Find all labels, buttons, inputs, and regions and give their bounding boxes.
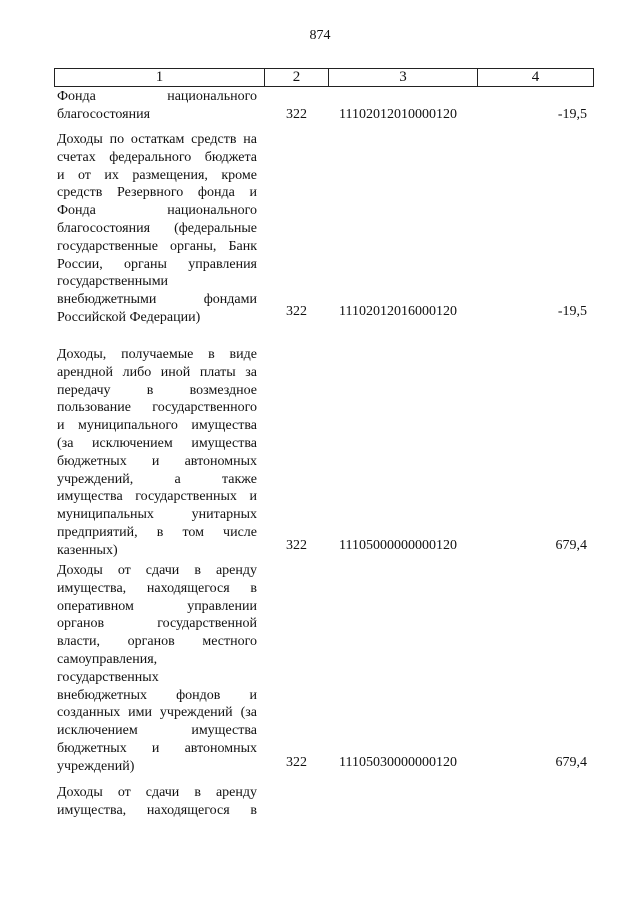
description-line: муниципальных унитарных <box>57 507 257 523</box>
budget-code: 11102012010000120 <box>339 107 457 122</box>
description-line: самоуправления, <box>57 651 158 667</box>
description-line: имущества государственных и <box>57 489 257 505</box>
admin-code: 322 <box>286 538 307 553</box>
description-line: (за исключением имущества <box>57 435 257 451</box>
budget-code: 11105030000000120 <box>339 755 457 770</box>
description-line: созданных ими учреждений (за <box>57 705 257 721</box>
description-line: Доходы от сдачи в аренду <box>57 563 257 578</box>
description-line: имущества, находящегося в <box>57 580 257 596</box>
table-header-row <box>54 68 594 87</box>
admin-code: 322 <box>286 755 307 770</box>
description-line: Доходы от сдачи в аренду <box>57 785 257 800</box>
description-line: казенных) <box>57 542 118 558</box>
description-line: государственными <box>57 274 169 290</box>
amount: 679,4 <box>555 538 587 553</box>
admin-code: 322 <box>286 107 307 122</box>
description-line: пользование государственного <box>57 400 257 416</box>
description-line: внебюджетными фондами <box>57 292 257 308</box>
description-line: передачу в возмездное <box>57 382 257 398</box>
description-line: счетах федерального бюджета <box>57 149 257 165</box>
budget-code: 11102012016000120 <box>339 304 457 319</box>
row-description <box>57 784 257 820</box>
description-line: учреждений, а также <box>57 471 257 487</box>
description-line: средств Резервного фонда и <box>57 185 257 201</box>
description-line: внебюджетных фондов и <box>57 687 257 703</box>
amount: -19,5 <box>557 107 587 122</box>
description-line: имущества, находящегося в <box>57 802 257 818</box>
column-header-2: 2 <box>265 69 329 86</box>
description-line: Фонда национального <box>57 89 257 104</box>
description-line: оперативном управлении <box>57 598 257 614</box>
description-line: арендной либо иной платы за <box>57 364 257 380</box>
description-line: России, органы управления <box>57 256 257 272</box>
amount: -19,5 <box>557 304 587 319</box>
description-line: благосостояния <box>57 106 151 122</box>
description-line: благосостояния (федеральные <box>57 220 257 236</box>
description-line: и муниципального имущества <box>57 418 257 434</box>
amount: 679,4 <box>555 755 587 770</box>
description-line: государственные органы, Банк <box>57 238 257 254</box>
description-line: и от их размещения, кроме <box>57 167 257 183</box>
row-description <box>57 346 257 560</box>
row-description <box>57 88 257 124</box>
description-line: Российской Федерации) <box>57 309 201 325</box>
column-header-4: 4 <box>531 69 540 85</box>
description-line: Фонда национального <box>57 203 257 219</box>
column-header-1: 1 <box>55 69 265 86</box>
row-description <box>57 562 257 776</box>
page-number: 874 <box>309 28 331 43</box>
row-description <box>57 131 257 327</box>
description-line: Доходы, получаемые в виде <box>57 347 257 362</box>
description-line: исключением имущества <box>57 723 257 739</box>
description-line: власти, органов местного <box>57 634 257 650</box>
description-line: органов государственной <box>57 616 257 632</box>
description-line: Доходы по остаткам средств на <box>57 132 257 147</box>
description-line: бюджетных и автономных <box>57 453 257 469</box>
column-header-3: 3 <box>329 69 478 86</box>
admin-code: 322 <box>286 304 307 319</box>
description-line: предприятий, в том числе <box>57 524 257 540</box>
description-line: учреждений) <box>57 758 135 774</box>
description-line: бюджетных и автономных <box>57 740 257 756</box>
budget-code: 11105000000000120 <box>339 538 457 553</box>
description-line: государственных <box>57 669 159 685</box>
